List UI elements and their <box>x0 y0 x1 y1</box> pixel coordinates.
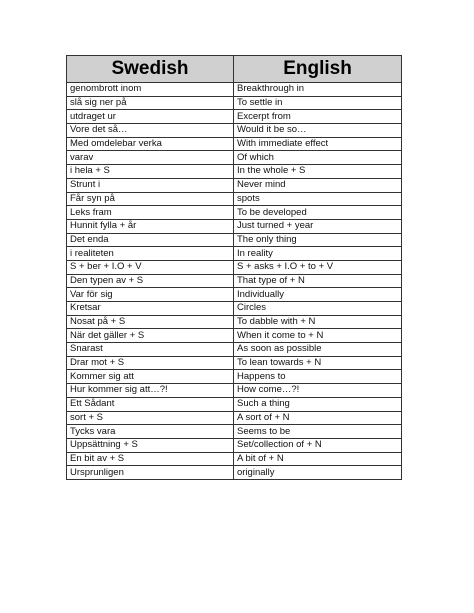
table-row <box>67 411 402 425</box>
table-row <box>67 356 402 370</box>
swedish-cell: i hela + S <box>67 165 234 179</box>
english-cell: To lean towards + N <box>234 356 402 370</box>
english-cell: To dabble with + N <box>234 315 402 329</box>
table-row <box>67 247 402 261</box>
table-row <box>67 192 402 206</box>
table-row <box>67 466 402 480</box>
table-row <box>67 151 402 165</box>
table-row <box>67 302 402 316</box>
english-cell: To be developed <box>234 206 402 220</box>
swedish-cell: Hunnit fylla + år <box>67 219 234 233</box>
table-row <box>67 315 402 329</box>
header-swedish: Swedish <box>67 56 234 83</box>
swedish-cell: Snarast <box>67 343 234 357</box>
swedish-cell: Tycks vara <box>67 425 234 439</box>
english-cell: Just turned + year <box>234 219 402 233</box>
table-row <box>67 110 402 124</box>
swedish-cell: Den typen av + S <box>67 274 234 288</box>
table-row <box>67 137 402 151</box>
swedish-cell: Uppsättning + S <box>67 438 234 452</box>
swedish-cell: Ett Sådant <box>67 397 234 411</box>
swedish-cell: Drar mot + S <box>67 356 234 370</box>
english-cell: Circles <box>234 302 402 316</box>
english-cell: With immediate effect <box>234 137 402 151</box>
english-cell: Would it be so… <box>234 124 402 138</box>
english-cell: A bit of + N <box>234 452 402 466</box>
english-cell: In the whole + S <box>234 165 402 179</box>
english-cell: The only thing <box>234 233 402 247</box>
swedish-cell: slå sig ner på <box>67 96 234 110</box>
table-row <box>67 384 402 398</box>
table-row <box>67 124 402 138</box>
english-cell: How come…?! <box>234 384 402 398</box>
swedish-cell: Var för sig <box>67 288 234 302</box>
swedish-cell: Leks fram <box>67 206 234 220</box>
table-row <box>67 370 402 384</box>
vocabulary-table <box>66 55 402 480</box>
english-cell: originally <box>234 466 402 480</box>
english-cell: When it come to + N <box>234 329 402 343</box>
swedish-cell: i realiteten <box>67 247 234 261</box>
swedish-cell: Kommer sig att <box>67 370 234 384</box>
swedish-cell: Hur kommer sig att…?! <box>67 384 234 398</box>
swedish-cell: Vore det så… <box>67 124 234 138</box>
swedish-cell: Ursprunligen <box>67 466 234 480</box>
english-cell: To settle in <box>234 96 402 110</box>
english-cell: Set/collection of + N <box>234 438 402 452</box>
swedish-cell: Med omdelebar verka <box>67 137 234 151</box>
header-english: English <box>234 56 402 83</box>
table-row <box>67 288 402 302</box>
table-header-row <box>67 56 402 83</box>
table-row <box>67 438 402 452</box>
table-row <box>67 219 402 233</box>
english-cell: Never mind <box>234 178 402 192</box>
english-cell: Such a thing <box>234 397 402 411</box>
english-cell: Breakthrough in <box>234 83 402 97</box>
swedish-cell: sort + S <box>67 411 234 425</box>
swedish-cell: En bit av + S <box>67 452 234 466</box>
english-cell: spots <box>234 192 402 206</box>
table-row <box>67 165 402 179</box>
swedish-cell: När det gäller + S <box>67 329 234 343</box>
english-cell: Of which <box>234 151 402 165</box>
table-row <box>67 329 402 343</box>
swedish-cell: Kretsar <box>67 302 234 316</box>
swedish-cell: varav <box>67 151 234 165</box>
table-row <box>67 274 402 288</box>
table-row <box>67 425 402 439</box>
english-cell: That type of + N <box>234 274 402 288</box>
english-cell: In reality <box>234 247 402 261</box>
table-row <box>67 83 402 97</box>
english-cell: Happens to <box>234 370 402 384</box>
swedish-cell: Det enda <box>67 233 234 247</box>
english-cell: Individually <box>234 288 402 302</box>
swedish-cell: Strunt i <box>67 178 234 192</box>
english-cell: A sort of + N <box>234 411 402 425</box>
english-cell: Excerpt from <box>234 110 402 124</box>
table-row <box>67 397 402 411</box>
swedish-cell: S + ber + I.O + V <box>67 260 234 274</box>
table-row <box>67 206 402 220</box>
swedish-cell: Får syn på <box>67 192 234 206</box>
english-cell: Seems to be <box>234 425 402 439</box>
table-body <box>67 83 402 480</box>
table-row <box>67 233 402 247</box>
swedish-cell: genombrott inom <box>67 83 234 97</box>
swedish-cell: Nosat på + S <box>67 315 234 329</box>
table-row <box>67 96 402 110</box>
table-row <box>67 260 402 274</box>
table-row <box>67 452 402 466</box>
table-row <box>67 343 402 357</box>
english-cell: As soon as possible <box>234 343 402 357</box>
table-row <box>67 178 402 192</box>
swedish-cell: utdraget ur <box>67 110 234 124</box>
english-cell: S + asks + I.O + to + V <box>234 260 402 274</box>
